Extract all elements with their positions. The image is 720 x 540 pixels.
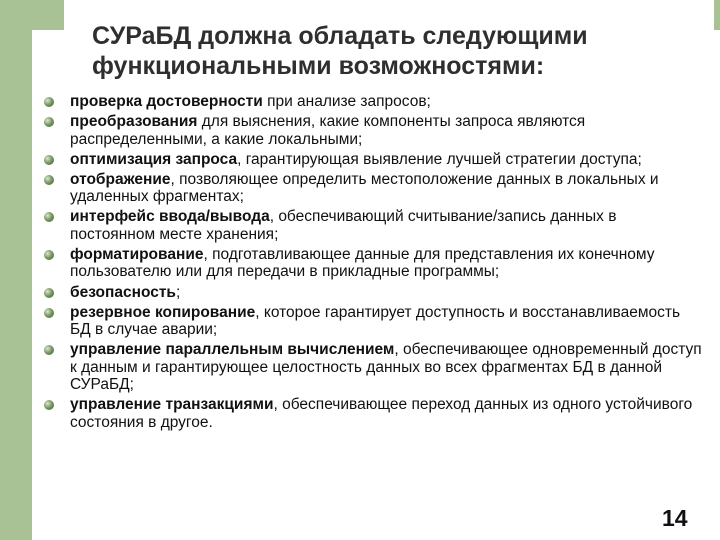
item-text: , гарантирующая выявление лучшей стратегии доступа; <box>237 150 642 168</box>
item-text: , подготавливающее данные для представления их конечному пользователю или для передачи в прикладные программы; <box>70 245 655 281</box>
bullet-list <box>44 93 704 434</box>
item-text: , позволяющее определить местоположение данных в локальных и удаленных фрагментах; <box>70 170 659 206</box>
item-term: резервное копирование <box>70 303 256 321</box>
list-item <box>44 284 704 302</box>
item-text: , обеспечивающее одновременный доступ к данным и гарантирующее целостность данных во всех фрагментах БД в данной СУРаБД; <box>70 341 702 394</box>
slide-title: СУРаБД должна обладать следующими функциональными возможностями: <box>92 22 588 80</box>
bullet-dot-icon <box>44 345 54 355</box>
item-term: преобразования <box>70 113 198 131</box>
bullet-dot-icon <box>44 212 54 222</box>
list-item <box>44 113 704 148</box>
item-text: , обеспечивающее переход данных из одного устойчивого состояния в другое. <box>70 396 693 431</box>
list-item <box>44 304 704 339</box>
list-item <box>44 151 704 169</box>
list-item <box>44 246 704 281</box>
list-item <box>44 93 704 111</box>
list-item <box>44 208 704 243</box>
bullet-dot-icon <box>44 308 54 318</box>
item-term: управление транзакциями <box>70 396 274 414</box>
bullet-dot-icon <box>44 97 54 107</box>
list-item <box>44 341 704 394</box>
item-text: , которое гарантирует доступность и восстанавливаемость БД в случае аварии; <box>70 303 681 339</box>
item-term: оптимизация запроса <box>70 150 238 168</box>
bullet-dot-icon <box>44 155 54 165</box>
item-term: отображение <box>70 170 171 188</box>
page-number: 14 <box>662 505 688 531</box>
item-term: управление параллельным вычислением <box>70 341 395 359</box>
list-item <box>44 396 704 431</box>
item-text: для выяснения, какие компоненты запроса являются распределенными, а какие локальными; <box>70 113 586 148</box>
item-term: безопасность <box>70 283 176 301</box>
bullet-dot-icon <box>44 400 54 410</box>
list-item <box>44 171 704 206</box>
bullet-dot-icon <box>44 250 54 260</box>
item-term: интерфейс ввода/вывода <box>70 208 270 226</box>
bullet-dot-icon <box>44 175 54 185</box>
item-text: ; <box>175 283 181 301</box>
item-text: при анализе запросов; <box>262 93 431 110</box>
item-term: форматирование <box>70 245 204 263</box>
item-text: , обеспечивающий считывание/запись данных в постоянном месте хранения; <box>70 208 617 243</box>
bullet-dot-icon <box>44 117 54 127</box>
bullet-dot-icon <box>44 288 54 298</box>
item-term: проверка достоверности <box>70 93 263 110</box>
